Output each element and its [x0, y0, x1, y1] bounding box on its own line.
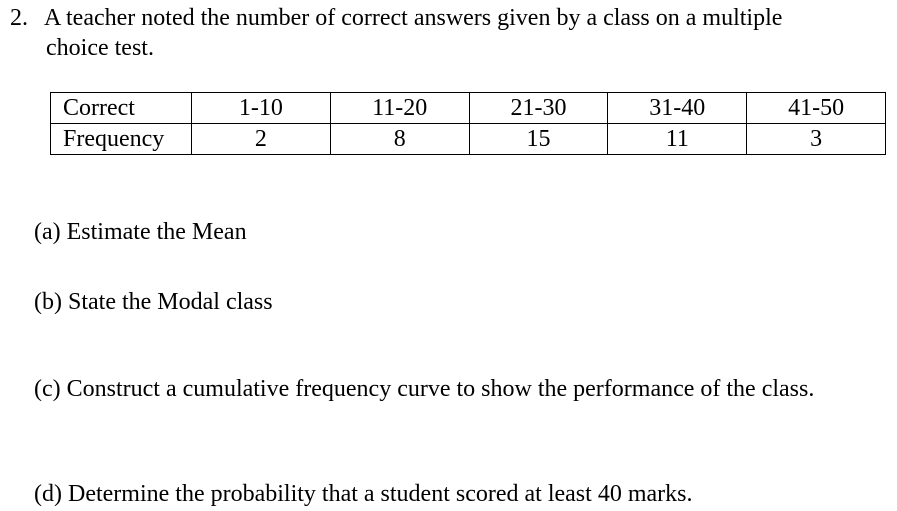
frequency-cell: 11 [608, 124, 747, 155]
table-row-correct [51, 93, 886, 124]
class-cell: 41-50 [747, 93, 886, 124]
part-d-text: (d) Determine the probability that a student scored at least 40 marks. [34, 481, 693, 507]
question-text-line-2: choice test. [46, 35, 154, 61]
question-text-line-1: A teacher noted the number of correct answers given by a class on a multiple [44, 5, 783, 31]
question-stem [10, 3, 890, 63]
question-line-1 [10, 3, 890, 33]
frequency-cell: 15 [469, 124, 608, 155]
part-a-text: (a) Estimate the Mean [34, 219, 247, 245]
row-header-correct: Correct [51, 93, 192, 124]
table-row-frequency [51, 124, 886, 155]
class-cell: 21-30 [469, 93, 608, 124]
frequency-cell: 8 [330, 124, 469, 155]
class-cell: 11-20 [330, 93, 469, 124]
frequency-cell: 2 [192, 124, 331, 155]
class-cell: 31-40 [608, 93, 747, 124]
frequency-table [50, 92, 886, 155]
class-cell: 1-10 [192, 93, 331, 124]
question-number: 2. [10, 5, 28, 31]
part-b-text: (b) State the Modal class [34, 289, 273, 315]
frequency-cell: 3 [747, 124, 886, 155]
row-header-frequency: Frequency [51, 124, 192, 155]
part-c-text: (c) Construct a cumulative frequency curve to show the performance of the class. [34, 376, 815, 402]
